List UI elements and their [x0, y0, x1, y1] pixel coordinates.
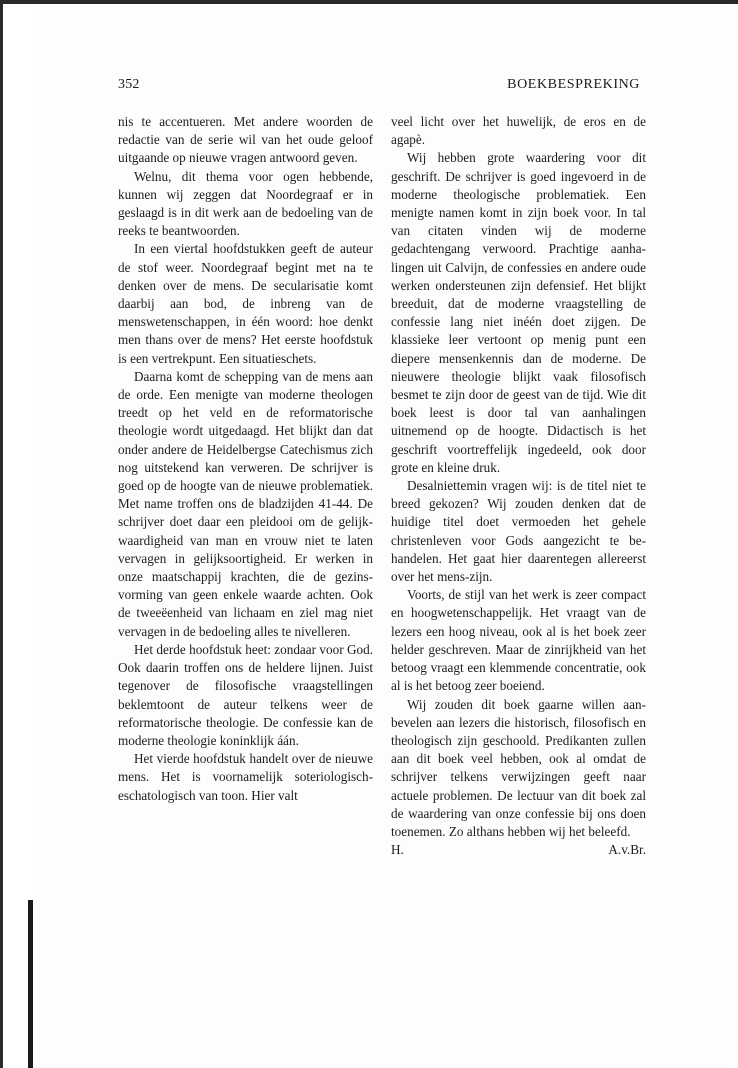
paragraph: Daarna komt de schepping van de mens aan de orde. Een menigte van moderne theologen treedt op het veld en de reformatorische theologie wordt uitgedaagd. Het blijkt dan dat onder andere de Heidelbergse Catechismus zich nog uitstekend kan verweren. De schrijver is goed op de hoogte van de nieuwe problematiek. Met name troffen ons de bladzijden 41-44. De schrijver doet daar een pleidooi om de gelijkwaardigheid van man en vrouw niet te laten vervagen in gelijksoortigheid. Er werken in onze maatschappij krachten, die de gezinsvorming van geen enkele waarde achten. Ook de tweeëenheid van lichaam en ziel mag niet vervagen in de bedoeling alles te nivelleren. — [118, 368, 373, 639]
paragraph: Welnu, dit thema voor ogen hebbende, kunnen wij zeggen dat Noordegraaf er in geslaagd is in dit werk aan de bedoeling van de reeks te beantwoorden. — [118, 168, 373, 239]
paragraph: Wij zouden dit boek gaarne willen aanbevelen aan lezers die historisch, filosofisch en theologisch zijn geschoold. Predikanten zullen aan dit boek veel hebben, ook al omdat de schrijver telkens verwijzingen geeft naar actuele problemen. De lectuur van dit boek zal de waardering van onze confessie bij ons doen toenemen. Zo althans hebben wij het beleefd. — [391, 696, 646, 839]
signature-line — [391, 841, 646, 859]
signature-place: H. — [391, 842, 404, 858]
paragraph: Voorts, de stijl van het werk is zeer compact en hoogwetenschappelijk. Het vraagt van de lezers een hoog niveau, ook al is het boek zeer helder geschreven. Maar de zinrijkheid van het betoog vraagt een klemmende concentratie, ook al is het betoog zeer boeiend. — [391, 587, 646, 694]
paragraph: Wij hebben grote waardering voor dit geschrift. De schrijver is goed ingevoerd in de moderne theologische problematiek. Een menigte namen komt in zijn boek voor. In tal van citaten vinden wij de moderne gedachtengang verwoord. Prachtige aanhalingen uit Calvijn, de confessies en andere oude werken ondersteunen zijn defensief. Het blijkt breeduit, dat de moderne vraagstelling de confessie lang niet inéén doet zijgen. De klassieke leer vertoont op menig punt een diepere mensenkennis dan de moderne. De nieuwere theologie blijkt vaak filosofisch besmet te zijn door de geest van de tijd. Wie dit boek leest is door tal van aanhalingen uitnemend op de hoogte. Didactisch is het geschrift voortreffelijk ingedeeld, ook door grote en kleine druk. — [391, 150, 646, 475]
paragraph: Het vierde hoofdstuk handelt over de nieuwe mens. Het is voornamelijk soteriologisch-eschatologisch van toon. Hier valt — [118, 751, 373, 803]
paragraph: In een viertal hoofdstukken geeft de auteur de stof weer. Noordegraaf begint met na te denken over de mens. De secularisatie komt daarbij aan bod, de inbreng van de menswetenschappen, in één woord: hoe denkt men thans over de mens? Het eerste hoofdstuk is een vertrekpunt. Een situatieschets. — [118, 241, 373, 366]
signature-author: A.v.Br. — [608, 842, 646, 858]
right-text-column — [391, 113, 646, 859]
paragraph: veel licht over het huwelijk, de eros en de agapè. — [391, 114, 646, 148]
running-title: BOEKBESPREKING — [507, 77, 640, 92]
paragraph: nis te accentueren. Met andere woorden de redactie van de serie wil van het oude geloof uitgaande op nieuwe vragen antwoord geven. — [118, 114, 373, 166]
scan-binding-shadow — [28, 900, 33, 1068]
paragraph: Het derde hoofdstuk heet: zondaar voor God. Ook daarin troffen ons de heldere lijnen. Juist tegenover de filosofische vraagstellingen beklemtoont de auteur telkens weer de reformatorische theologie. De confessie kan de moderne theologie koninklijk áán. — [118, 641, 373, 748]
page-number: 352 — [118, 77, 140, 92]
paragraph: Desalniettemin vragen wij: is de titel niet te breed gekozen? Wij zouden denken dat de huidige titel doet vermoeden het gehele christenleven voor Gods aangezicht te behandelen. Het gaat hier daarentegen allereerst over het mens-zijn. — [391, 478, 646, 585]
left-text-column — [118, 113, 373, 805]
